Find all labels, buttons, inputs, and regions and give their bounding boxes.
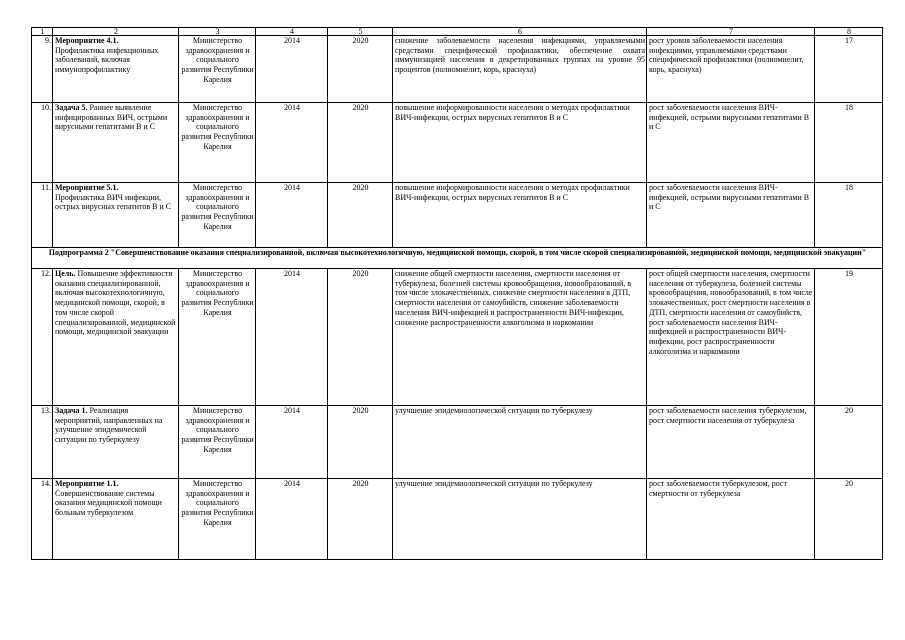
item-title-cell <box>53 103 179 183</box>
row-number: 10. <box>32 103 53 183</box>
non-implementation-consequence: рост заболеваемости туберкулезом, рост смертности от туберкулеза <box>647 479 815 560</box>
item-title-bold: Мероприятие 1.1. <box>55 479 119 488</box>
table-row <box>32 36 883 103</box>
item-title-cell <box>53 479 179 560</box>
start-year: 2014 <box>256 406 328 479</box>
column-number-header: 4 <box>256 28 328 36</box>
start-year: 2014 <box>256 103 328 183</box>
column-number-header: 8 <box>815 28 883 36</box>
non-implementation-consequence: рост общей смертности населения, смертности населения от туберкулеза, болезней системы кровообращения, новообразований, в том числе злокачественных, рост смертности населения в ДТП, смертности населения от самоубийств, рост заболеваемости населения ВИЧ-инфекцией и распространенности ВИЧ-инфекции, рост распространенности алкоголизма и наркомании <box>647 269 815 406</box>
responsible-org: Министерство здравоохранения и социального развития Республики Карелия <box>179 103 256 183</box>
indicator-link: 17 <box>815 36 883 103</box>
item-title-cell <box>53 183 179 248</box>
expected-result: повышение информированности населения о методах профилактики ВИЧ-инфекции, острых вирусных гепатитов В и С <box>393 103 647 183</box>
column-number-header: 5 <box>328 28 393 36</box>
end-year: 2020 <box>328 103 393 183</box>
indicator-link: 18 <box>815 183 883 248</box>
column-number-header: 6 <box>393 28 647 36</box>
non-implementation-consequence: рост заболеваемости населения ВИЧ-инфекцией, острыми вирусными гепатитами В и С <box>647 103 815 183</box>
table-row <box>32 183 883 248</box>
end-year: 2020 <box>328 479 393 560</box>
expected-result: улучшение эпидемиологической ситуации по туберкулезу <box>393 406 647 479</box>
indicator-link: 20 <box>815 406 883 479</box>
responsible-org: Министерство здравоохранения и социального развития Республики Карелия <box>179 406 256 479</box>
end-year: 2020 <box>328 183 393 248</box>
column-number-header-row <box>32 28 883 36</box>
column-number-header: 7 <box>647 28 815 36</box>
indicator-link: 20 <box>815 479 883 560</box>
item-title-text: Совершенствование системы оказания медицинской помощи больным туберкулезом <box>55 488 162 518</box>
expected-result: улучшение эпидемиологической ситуации по туберкулезу <box>393 479 647 560</box>
item-title-text: Профилактика инфекционных заболеваний, включая иммунопрофилактику <box>55 45 159 75</box>
non-implementation-consequence: рост уровня заболеваемости населения инфекциями, управляемыми средствами специфической профилактики (полиомиелит, корь, краснуха) <box>647 36 815 103</box>
column-number-header: 3 <box>179 28 256 36</box>
expected-result: снижение общей смертности населения, смертности населения от туберкулеза, болезней системы кровообращения, новообразований, в том числе злокачественных, снижение смертности населения в ДТП, смертности населения от самоубийств, снижение заболеваемости населения ВИЧ-инфекцией и распространенности ВИЧ-инфекции, снижение распространенности алкоголизма и наркомании <box>393 269 647 406</box>
table-row <box>32 406 883 479</box>
item-title-bold: Мероприятие 4.1. <box>55 36 119 45</box>
end-year: 2020 <box>328 269 393 406</box>
subprogram-title: Подпрограмма 2 "Совершенствование оказания специализированной, включая высокотехнологичную, медицинской помощи, скорой, в том числе скорой специализированной, медицинской помощи, медицинской эвакуации" <box>32 248 883 269</box>
responsible-org: Министерство здравоохранения и социального развития Республики Карелия <box>179 479 256 560</box>
item-title-bold: Цель. <box>55 269 76 278</box>
item-title-cell <box>53 269 179 406</box>
column-number-header: 1 <box>32 28 53 36</box>
start-year: 2014 <box>256 183 328 248</box>
end-year: 2020 <box>328 406 393 479</box>
expected-result: снижение заболеваемости населения инфекциями, управляемыми средствами специфической профилактики, обеспечение охвата иммунизацией населения в декретированных группах на уровне 95 процентов (полиомиелит, корь, краснуха) <box>393 36 647 103</box>
row-number: 11. <box>32 183 53 248</box>
subprogram-row <box>32 248 883 269</box>
row-number: 9. <box>32 36 53 103</box>
responsible-org: Министерство здравоохранения и социального развития Республики Карелия <box>179 269 256 406</box>
start-year: 2014 <box>256 479 328 560</box>
table-row <box>32 269 883 406</box>
row-number: 13. <box>32 406 53 479</box>
item-title-cell <box>53 36 179 103</box>
item-title-text: Повышение эффективности оказания специализированной, включая высокотехнологичную, медицинской помощи, скорой, в том числе скорой специализированной, медицинской помощи, медицинской эвакуации <box>55 269 176 337</box>
row-number: 12. <box>32 269 53 406</box>
item-title-text: Раннее выявление инфицированных ВИЧ, острыми вирусными гепатитами В и С <box>55 103 168 132</box>
responsible-org: Министерство здравоохранения и социального развития Республики Карелия <box>179 183 256 248</box>
table-row <box>32 479 883 560</box>
item-title-bold: Задача 1. <box>55 406 88 415</box>
non-implementation-consequence: рост заболеваемости населения ВИЧ-инфекцией, острыми вирусными гепатитами В и С <box>647 183 815 248</box>
column-number-header: 2 <box>53 28 179 36</box>
item-title-bold: Мероприятие 5.1. <box>55 183 119 192</box>
program-table <box>31 27 883 560</box>
indicator-link: 18 <box>815 103 883 183</box>
item-title-text: Реализация мероприятий, направленных на улучшение эпидемической ситуации по туберкулезу <box>55 406 163 445</box>
start-year: 2014 <box>256 36 328 103</box>
end-year: 2020 <box>328 36 393 103</box>
item-title-text: Профилактика ВИЧ инфекции, острых вирусных гепатитов В и С <box>55 192 172 212</box>
start-year: 2014 <box>256 269 328 406</box>
table-row <box>32 103 883 183</box>
indicator-link: 19 <box>815 269 883 406</box>
item-title-cell <box>53 406 179 479</box>
item-title-bold: Задача 5. <box>55 103 88 112</box>
non-implementation-consequence: рост заболеваемости населения туберкулезом, рост смертности населения от туберкулеза <box>647 406 815 479</box>
expected-result: повышение информированности населения о методах профилактики ВИЧ-инфекции, острых вирусных гепатитов В и С <box>393 183 647 248</box>
responsible-org: Министерство здравоохранения и социального развития Республики Карелия <box>179 36 256 103</box>
row-number: 14. <box>32 479 53 560</box>
